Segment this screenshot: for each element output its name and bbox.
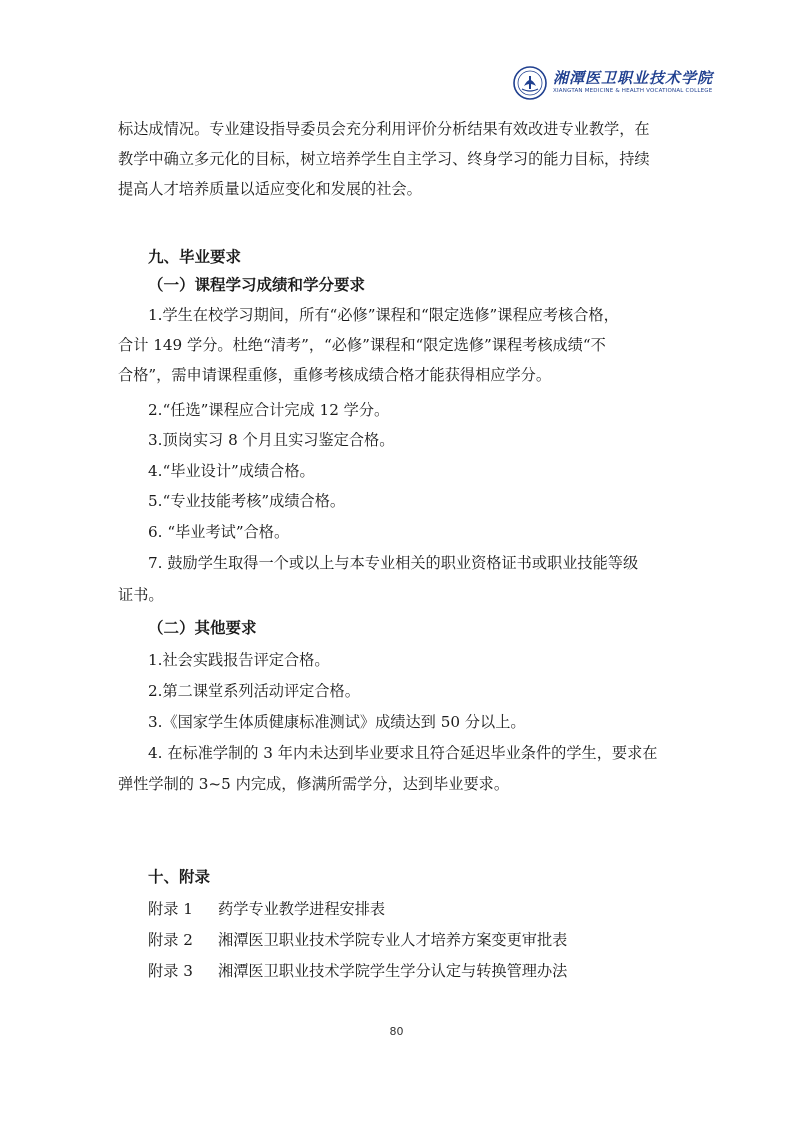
requirement-line: 证书。 <box>118 586 164 604</box>
subsection-heading: （二）其他要求 <box>148 619 257 637</box>
requirement-line: 2.第二课堂系列活动评定合格。 <box>148 682 360 700</box>
school-name-en: XIANGTAN MEDICINE & HEALTH VOCATIONAL COLLEGE <box>553 88 713 94</box>
requirement-line: 4. 在标准学制的 3 年内未达到毕业要求且符合延迟毕业条件的学生，要求在 <box>148 744 658 762</box>
appendix-number: 附录 2 <box>148 931 193 949</box>
requirement-line: 弹性学制的 3~5 内完成，修满所需学分，达到毕业要求。 <box>118 775 510 793</box>
intro-line: 标达成情况。专业建设指导委员会充分利用评价分析结果有效改进专业教学，在 <box>118 120 650 138</box>
intro-line: 提高人才培养质量以适应变化和发展的社会。 <box>118 180 422 198</box>
school-emblem-icon <box>513 66 547 100</box>
page-number: 80 <box>389 1025 404 1038</box>
appendix-title: 湘潭医卫职业技术学院专业人才培养方案变更审批表 <box>218 931 568 949</box>
requirement-line: 7. 鼓励学生取得一个或以上与本专业相关的职业资格证书或职业技能等级 <box>148 554 639 572</box>
appendix-item <box>148 925 708 955</box>
school-logo <box>513 66 714 100</box>
appendix-title: 药学专业教学进程安排表 <box>218 900 386 918</box>
requirement-line: 5.“专业技能考核”成绩合格。 <box>148 492 346 510</box>
requirement-line: 合计 149 学分。杜绝“清考”，“必修”课程和“限定选修”课程考核成绩“不 <box>118 336 606 354</box>
appendix-item <box>148 956 708 986</box>
requirement-line: 4.“毕业设计”成绩合格。 <box>148 462 315 480</box>
school-name: 湘潭医卫职业技术学院 <box>553 69 714 87</box>
subsection-heading: （一）课程学习成绩和学分要求 <box>148 276 366 294</box>
section-heading: 十、附录 <box>148 868 211 886</box>
intro-line: 教学中确立多元化的目标，树立培养学生自主学习、终身学习的能力目标，持续 <box>118 150 650 168</box>
section-heading: 九、毕业要求 <box>148 248 242 266</box>
requirement-line: 1.学生在校学习期间，所有“必修”课程和“限定选修”课程应考核合格， <box>148 306 619 324</box>
requirement-line: 6. “毕业考试”合格。 <box>148 523 290 541</box>
requirement-line: 3.《国家学生体质健康标准测试》成绩达到 50 分以上。 <box>148 713 526 731</box>
appendix-item <box>148 894 708 924</box>
requirement-line: 3.顶岗实习 8 个月且实习鉴定合格。 <box>148 431 395 449</box>
requirement-line: 合格”，需申请课程重修，重修考核成绩合格才能获得相应学分。 <box>118 366 552 384</box>
requirement-line: 2.“任选”课程应合计完成 12 学分。 <box>148 401 390 419</box>
appendix-number: 附录 3 <box>148 962 193 980</box>
requirement-line: 1.社会实践报告评定合格。 <box>148 651 330 669</box>
appendix-number: 附录 1 <box>148 900 193 918</box>
appendix-title: 湘潭医卫职业技术学院学生学分认定与转换管理办法 <box>218 962 568 980</box>
